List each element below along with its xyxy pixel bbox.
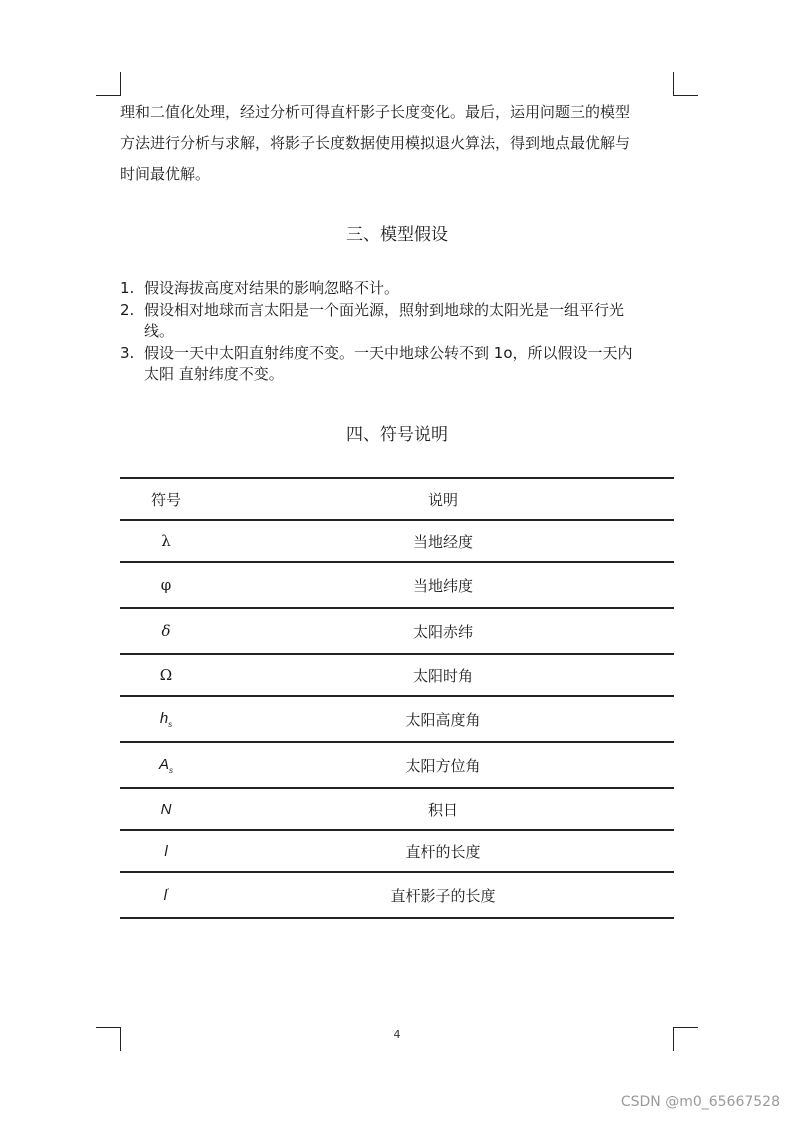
description-cell: 直杆影子的长度 [390,886,496,905]
crop-mark-top-left-v [120,72,121,96]
list-item-number: 2. [120,301,135,319]
list-item-text: 线。 [144,322,175,340]
list-item-number: 3. [120,344,135,362]
header-symbol: 符号 [150,490,181,509]
list-item [120,343,680,385]
symbol-text: h [159,709,169,727]
table-row [120,697,674,743]
table-row [120,873,674,919]
description-cell: 当地纬度 [412,576,473,595]
list-item-text: 假设相对地球而言太阳是一个面光源，照射到地球的太阳光是一组平行光 [144,301,625,319]
symbol-text: Ω [159,666,173,684]
table-row [120,563,674,609]
section-title-symbols: 四、符号说明 [346,425,448,445]
list-item-text: 假设海拔高度对结果的影响忽略不计。 [144,279,400,297]
table-row [120,743,674,789]
crop-mark-top-left-h [96,95,121,96]
list-item [120,300,680,342]
intro-line: 理和二值化处理，经过分析可得直杆影子长度变化。最后，运用问题三的模型 [120,103,631,121]
section-title-assumptions: 三、模型假设 [346,225,448,245]
list-item [120,278,680,299]
description-cell: 太阳赤纬 [412,622,473,641]
table-row [120,831,674,873]
symbol-subscript: s [169,765,173,775]
intro-paragraph [120,97,680,190]
list-item-text: 太阳 直射纬度不变。 [144,365,284,383]
table-row [120,789,674,831]
description-cell: 积日 [427,800,458,819]
symbol-cell [120,843,212,860]
symbol-table [120,477,674,919]
assumption-list [120,278,680,386]
symbol-cell [120,710,212,729]
symbol-cell [120,622,212,640]
description-cell: 当地经度 [412,532,473,551]
symbol-text: N [160,800,172,818]
table-row [120,655,674,697]
description-cell: 太阳方位角 [405,756,481,775]
description-cell: 直杆的长度 [405,842,481,861]
crop-mark-top-right-v [673,72,674,96]
symbol-text: l [164,842,168,860]
symbol-text: λ [161,532,171,550]
list-item-text: 假设一天中太阳直射纬度不变。一天中地球公转不到 1o，所以假设一天内 [144,344,633,362]
symbol-cell [120,756,212,775]
intro-line: 方法进行分析与求解，将影子长度数据使用模拟退火算法，得到地点最优解与 [120,134,631,152]
symbol-text: A [158,755,169,773]
symbol-prime: ' [166,886,169,896]
symbol-cell [120,666,212,684]
symbol-text: l [163,886,167,904]
header-description: 说明 [427,490,458,509]
watermark: CSDN @m0_65667528 [620,1094,780,1110]
table-row [120,521,674,563]
intro-line: 时间最优解。 [120,165,211,183]
table-header-row [120,479,674,521]
table-row [120,609,674,655]
crop-mark-top-right-h [673,95,698,96]
symbol-cell [120,801,212,818]
list-item-number: 1. [120,279,135,297]
symbol-cell [120,576,212,594]
symbol-cell [120,532,212,550]
symbol-subscript: s [168,719,173,729]
description-cell: 太阳高度角 [405,710,481,729]
description-cell: 太阳时角 [412,666,473,685]
symbol-text: δ [161,622,171,640]
symbol-text: φ [160,576,172,594]
symbol-cell [120,887,212,904]
page-number: 4 [393,1028,401,1041]
